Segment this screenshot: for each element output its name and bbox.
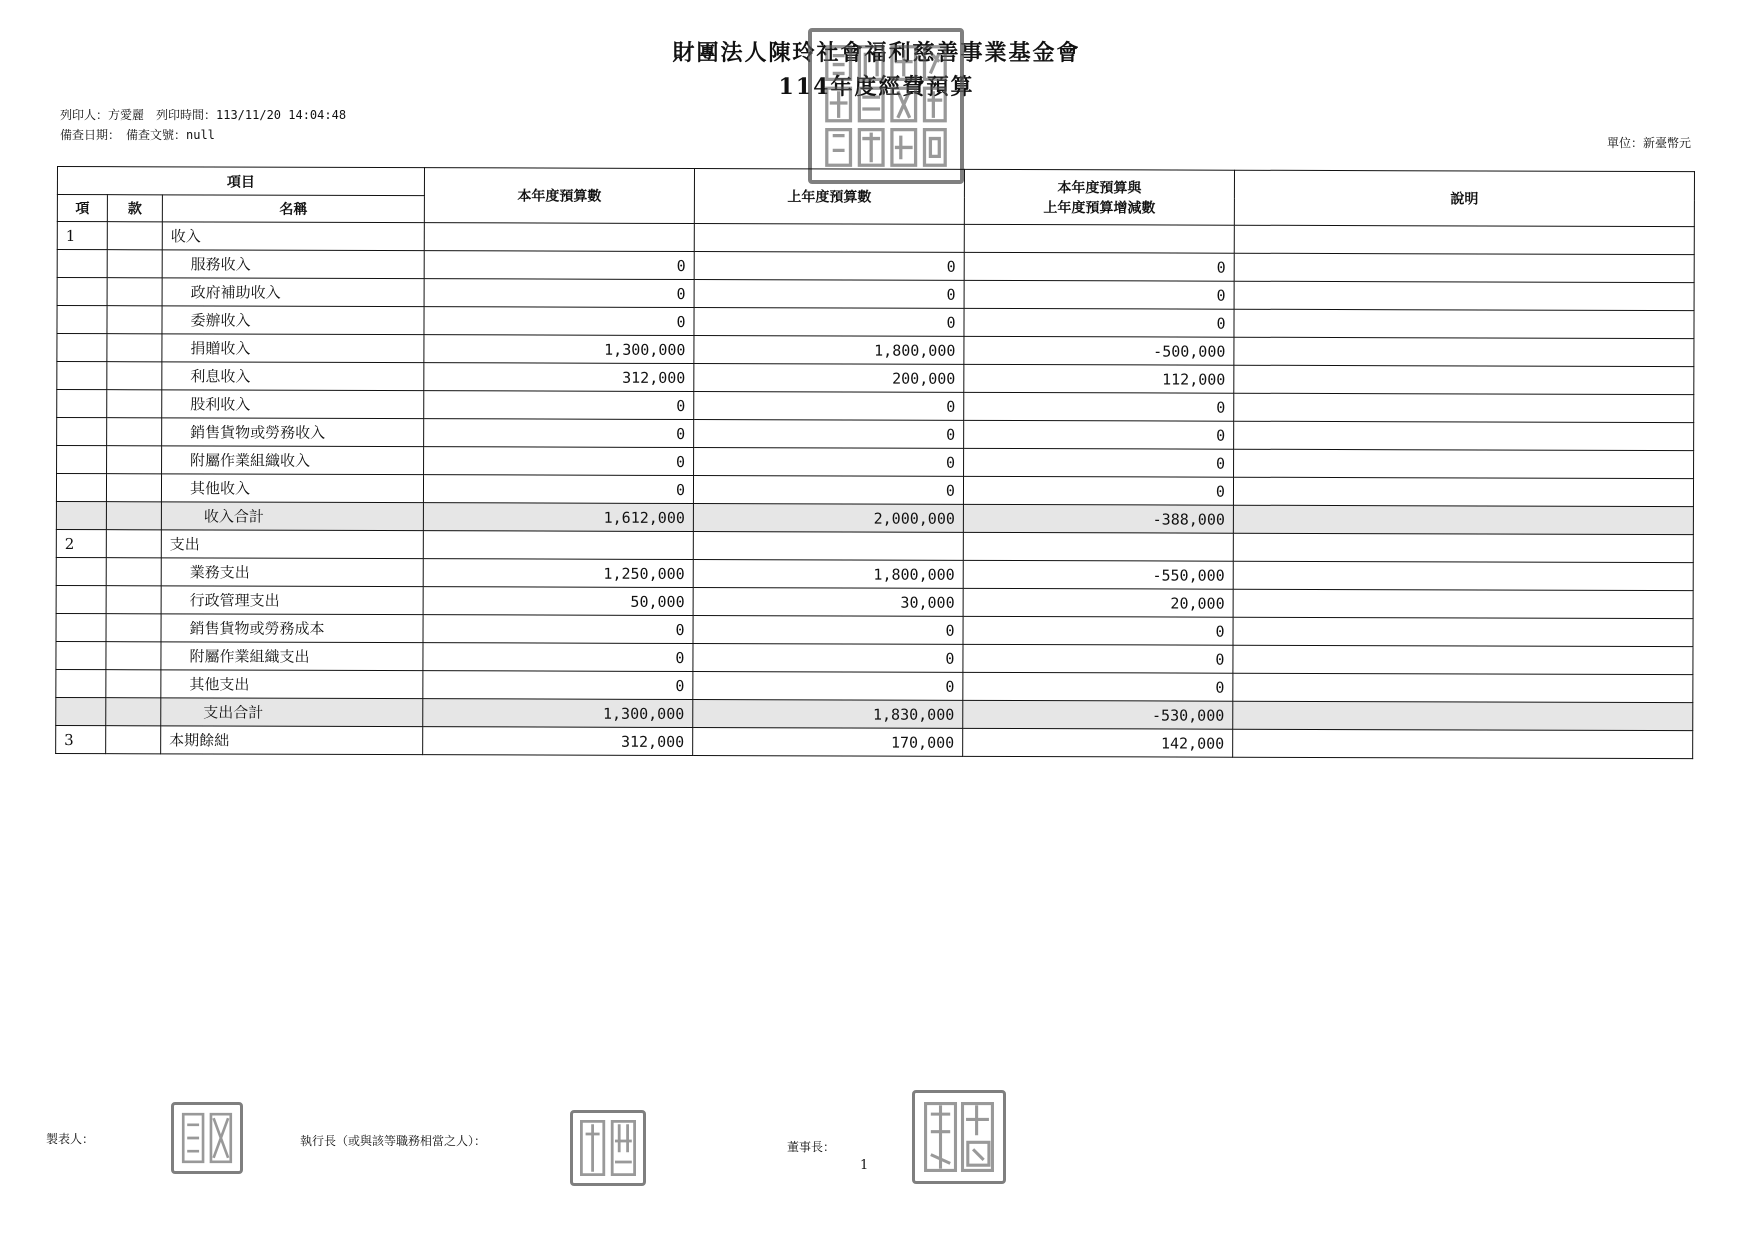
difference-cell: 0 (964, 252, 1234, 281)
previous-budget-cell: 0 (694, 308, 964, 337)
current-budget-cell: 1,612,000 (423, 503, 693, 532)
note-cell (1234, 337, 1694, 366)
sub-item-cell (107, 362, 162, 390)
sub-item-cell (106, 558, 161, 586)
difference-cell: 0 (964, 448, 1234, 477)
difference-cell: 0 (964, 420, 1234, 449)
item-name-cell: 委辦收入 (162, 306, 424, 335)
header-budget-difference (964, 169, 1234, 225)
difference-cell: 0 (963, 476, 1233, 505)
sub-item-cell (107, 334, 162, 362)
difference-cell: -530,000 (963, 700, 1233, 729)
currency-unit: 單位：新臺幣元 (1606, 136, 1691, 150)
item-name-cell: 收入 (162, 222, 424, 251)
difference-cell: 0 (963, 672, 1233, 701)
table-row (56, 725, 1693, 758)
item-name-cell: 捐贈收入 (162, 334, 424, 363)
sub-item-cell (106, 474, 161, 502)
difference-cell: 0 (964, 280, 1234, 309)
current-budget-cell: 312,000 (423, 727, 693, 756)
note-cell (1234, 365, 1694, 394)
item-number-cell (57, 334, 107, 362)
previous-budget-cell: 2,000,000 (693, 504, 963, 533)
note-cell (1234, 421, 1694, 450)
current-budget-cell: 0 (424, 391, 694, 420)
note-cell (1233, 617, 1693, 646)
item-number-cell (56, 557, 106, 585)
ceo-label: 執行長（或與該等職務相當之人）： (300, 1134, 487, 1148)
difference-cell: -550,000 (963, 560, 1233, 589)
difference-cell (964, 224, 1234, 253)
previous-budget-cell: 170,000 (693, 728, 963, 757)
current-budget-cell: 0 (424, 307, 694, 336)
item-name-cell: 服務收入 (162, 250, 424, 279)
note-cell (1233, 561, 1693, 590)
page-number: 1 (860, 1158, 869, 1173)
current-budget-cell: 1,300,000 (423, 699, 693, 728)
difference-cell: -388,000 (963, 504, 1233, 533)
preparer-label: 製表人： (46, 1132, 95, 1146)
note-cell (1234, 449, 1694, 478)
item-number-cell (57, 390, 107, 418)
note-cell (1234, 281, 1694, 310)
item-number-cell (56, 474, 106, 502)
note-cell (1233, 701, 1693, 730)
current-budget-cell: 0 (424, 419, 694, 448)
note-cell (1233, 589, 1693, 618)
note-cell (1234, 393, 1694, 422)
previous-budget-cell: 0 (694, 448, 964, 477)
ceo-seal-stamp (570, 1110, 646, 1186)
budget-body (56, 222, 1695, 759)
previous-budget-cell: 1,800,000 (694, 336, 964, 365)
header-item-group: 項目 (57, 167, 424, 196)
previous-budget-cell: 0 (693, 672, 963, 701)
item-name-cell: 支出合計 (161, 698, 423, 727)
item-name-cell: 附屬作業組織支出 (161, 642, 423, 671)
difference-cell: 0 (964, 308, 1234, 337)
current-budget-cell: 0 (424, 447, 694, 476)
sub-item-cell (106, 642, 161, 670)
item-number-cell (56, 501, 106, 529)
item-name-cell: 附屬作業組織收入 (162, 446, 424, 475)
sub-item-cell (106, 530, 161, 558)
item-number-cell: 3 (56, 725, 106, 753)
header-diff-line2: 上年度預算增減數 (1043, 200, 1156, 217)
item-name-cell: 其他支出 (161, 670, 423, 699)
item-number-cell (56, 585, 106, 613)
item-name-cell: 銷售貨物或勞務成本 (161, 614, 423, 643)
current-budget-cell (423, 531, 693, 560)
preparer-seal-stamp (171, 1102, 243, 1174)
item-name-cell: 行政管理支出 (161, 586, 423, 615)
previous-budget-cell: 0 (694, 280, 964, 309)
current-budget-cell: 312,000 (424, 363, 694, 392)
org-name: 財團法人陳玲社會福利慈善事業基金會 (672, 40, 1081, 66)
sub-item-cell (107, 418, 162, 446)
sub-item-cell (107, 222, 162, 250)
sub-item-cell (107, 250, 162, 278)
note-cell (1233, 477, 1693, 506)
note-cell (1233, 645, 1693, 674)
previous-budget-cell: 0 (694, 392, 964, 421)
current-budget-cell (424, 223, 694, 252)
item-name-cell: 本期餘絀 (161, 726, 423, 755)
note-cell (1234, 225, 1694, 254)
previous-budget-cell (693, 532, 963, 561)
note-cell (1234, 309, 1694, 338)
organization-seal-stamp (808, 28, 964, 184)
item-number-cell (57, 446, 107, 474)
budget-table (55, 166, 1695, 759)
difference-cell: 0 (963, 644, 1233, 673)
sub-item-cell (106, 698, 161, 726)
previous-budget-cell: 1,800,000 (693, 560, 963, 589)
item-number-cell (57, 278, 107, 306)
difference-cell: -500,000 (964, 336, 1234, 365)
filing-info: 備查日期： 備查文號：null (60, 128, 215, 142)
current-budget-cell: 0 (423, 671, 693, 700)
difference-cell (963, 532, 1233, 561)
previous-budget-cell: 0 (694, 252, 964, 281)
note-cell (1234, 253, 1694, 282)
sub-item-cell (107, 446, 162, 474)
note-cell (1233, 505, 1693, 534)
current-budget-cell: 1,250,000 (423, 559, 693, 588)
previous-budget-cell (694, 224, 964, 253)
item-name-cell: 股利收入 (162, 390, 424, 419)
header-item: 項 (57, 195, 107, 222)
header-current-budget: 本年度預算數 (424, 168, 694, 224)
item-name-cell: 支出 (161, 530, 423, 559)
difference-cell: 0 (964, 392, 1234, 421)
item-name-cell: 收入合計 (161, 502, 423, 531)
sub-item-cell (106, 726, 161, 754)
previous-budget-cell: 1,830,000 (693, 700, 963, 729)
note-cell (1233, 729, 1693, 758)
previous-budget-cell: 0 (694, 420, 964, 449)
item-number-cell (57, 306, 107, 334)
item-name-cell: 銷售貨物或勞務收入 (162, 418, 424, 447)
chairman-seal-stamp (912, 1090, 1006, 1184)
current-budget-cell: 0 (424, 279, 694, 308)
item-name-cell: 利息收入 (162, 362, 424, 391)
item-number-cell (56, 641, 106, 669)
previous-budget-cell: 200,000 (694, 364, 964, 393)
note-cell (1233, 533, 1693, 562)
difference-cell: 142,000 (963, 728, 1233, 757)
current-budget-cell: 0 (423, 615, 693, 644)
item-number-cell (57, 418, 107, 446)
difference-cell: 112,000 (964, 364, 1234, 393)
difference-cell: 0 (963, 616, 1233, 645)
item-name-cell: 政府補助收入 (162, 278, 424, 307)
item-number-cell: 2 (56, 529, 106, 557)
sub-item-cell (106, 614, 161, 642)
sub-item-cell (106, 670, 161, 698)
item-number-cell: 1 (57, 222, 107, 250)
header-sub-item: 款 (107, 195, 162, 222)
header-diff-line1: 本年度預算與 (1057, 180, 1142, 197)
current-budget-cell: 0 (424, 251, 694, 280)
previous-budget-cell: 0 (693, 616, 963, 645)
header-previous-budget: 上年度預算數 (694, 169, 964, 225)
previous-budget-cell: 30,000 (693, 588, 963, 617)
sub-item-cell (106, 502, 161, 530)
item-number-cell (57, 362, 107, 390)
item-number-cell (56, 669, 106, 697)
note-cell (1233, 673, 1693, 702)
print-info: 列印人：方愛麗 列印時間：113/11/20 14:04:48 (60, 108, 347, 122)
current-budget-cell: 0 (423, 643, 693, 672)
difference-cell: 20,000 (963, 588, 1233, 617)
item-name-cell: 業務支出 (161, 558, 423, 587)
document-title: 114年度經費預算 (778, 74, 975, 100)
item-number-cell (56, 697, 106, 725)
item-number-cell (57, 250, 107, 278)
current-budget-cell: 0 (423, 475, 693, 504)
sub-item-cell (106, 586, 161, 614)
previous-budget-cell: 0 (693, 644, 963, 673)
previous-budget-cell: 0 (693, 476, 963, 505)
current-budget-cell: 50,000 (423, 587, 693, 616)
item-number-cell (56, 613, 106, 641)
sub-item-cell (107, 306, 162, 334)
sub-item-cell (107, 390, 162, 418)
header-note: 說明 (1234, 170, 1694, 226)
item-name-cell: 其他收入 (161, 474, 423, 503)
sub-item-cell (107, 278, 162, 306)
header-name: 名稱 (162, 195, 424, 223)
current-budget-cell: 1,300,000 (424, 335, 694, 364)
chairman-label: 董事長： (787, 1140, 836, 1154)
